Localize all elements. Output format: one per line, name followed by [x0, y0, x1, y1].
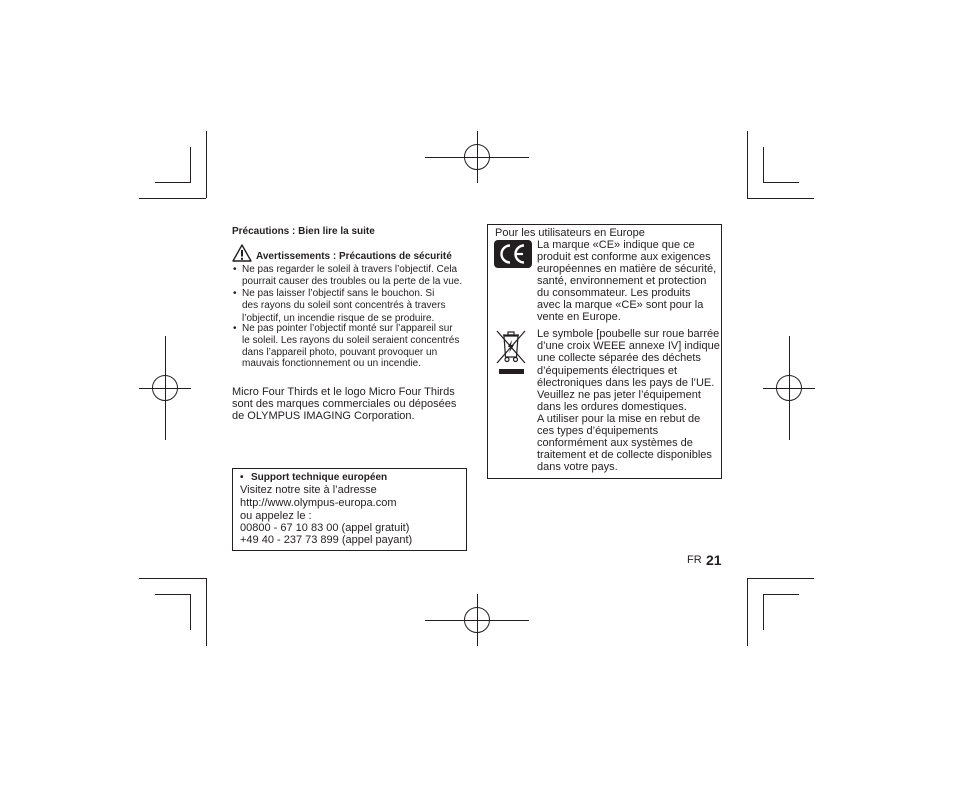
list-item-line: mauvais fonctionnement ou un incendie. [242, 358, 422, 369]
support-line: Visitez notre site à l’adresse [240, 484, 377, 496]
list-item-line: Ne pas laisser l’objectif sans le bouchon. Si [242, 288, 435, 299]
support-line: ou appelez le : [240, 510, 312, 522]
list-item-line: l’objectif, un incendie risque de se produire. [242, 312, 435, 324]
list-item-line: des rayons du soleil sont concentrés à travers [242, 300, 446, 311]
weee-line: dans les ordures domestiques. [537, 401, 687, 413]
crop-mark [763, 147, 764, 183]
list-item-line: Ne pas regarder le soleil à travers l’objectif. Cela [242, 264, 458, 275]
crop-mark [190, 147, 191, 183]
weee-line: une collecte séparée des déchets [537, 352, 701, 364]
registration-circle [776, 375, 802, 401]
ce-line: avec la marque «CE» sont pour la [537, 299, 704, 311]
registration-circle [152, 375, 178, 401]
crop-mark [155, 182, 191, 183]
crossed-wheelie-bin-icon [494, 328, 528, 376]
crop-mark [155, 594, 191, 595]
list-item-line: pourrait causer des troubles ou la perte de la vue. [242, 276, 463, 287]
crop-mark [139, 198, 206, 199]
ce-line: européennes en matière de sécurité, [537, 263, 717, 275]
support-url[interactable]: http://www.olympus-europa.com [240, 497, 397, 509]
ce-line: du consommateur. Les produits [537, 287, 691, 299]
trademark-line: Micro Four Thirds et le logo Micro Four Thirds [232, 386, 455, 398]
list-item-line: le soleil. Les rayons du soleil seraient concentrés [242, 335, 460, 346]
ce-line: La marque «CE» indique que ce [537, 239, 695, 251]
section-heading: Précautions : Bien lire la suite [232, 226, 375, 237]
weee-line: électroniques dans les pays de l’UE. [537, 377, 715, 389]
crop-mark [763, 594, 764, 630]
warning-title: Avertissements : Précautions de sécurité [256, 251, 452, 262]
weee-line: dans votre pays. [537, 461, 618, 473]
support-phone-paid: +49 40 - 237 73 899 (appel payant) [240, 534, 413, 546]
trademark-line: de OLYMPUS IMAGING Corporation. [232, 410, 415, 422]
europe-title: Pour les utilisateurs en Europe [495, 227, 645, 239]
support-title: Support technique européen [251, 472, 388, 483]
crop-mark [206, 578, 207, 646]
weee-line: ces types d’équipements [537, 425, 659, 437]
crop-mark [747, 578, 748, 646]
bullet-dot: • [233, 288, 237, 299]
weee-line: d’équipements électriques et [537, 365, 678, 377]
registration-circle [464, 607, 490, 633]
warning-triangle-icon [232, 244, 252, 262]
weee-line: A utiliser pour la mise en rebut de [537, 413, 701, 425]
crop-mark [747, 131, 748, 198]
page-number: 21 [706, 552, 722, 568]
weee-line: traitement et de collecte disponibles [537, 449, 712, 461]
ce-line: vente en Europe. [537, 311, 621, 323]
weee-line: Le symbole [poubelle sur roue barrée [537, 328, 720, 340]
crop-mark [206, 131, 207, 198]
ce-mark-icon [494, 240, 532, 268]
trademark-line: sont des marques commerciales ou déposées [232, 398, 457, 410]
ce-line: santé, environnement et protection [537, 275, 707, 287]
ce-line: produit est conforme aux exigences [537, 251, 711, 263]
bullet-dot: • [233, 323, 237, 334]
weee-line: d’une croix WEEE annexe IV] indique [537, 340, 720, 352]
crop-mark [747, 198, 814, 199]
crop-mark [763, 594, 799, 595]
crop-mark [747, 578, 814, 579]
weee-line: conformément aux systèmes de [537, 437, 693, 449]
list-item-line: Ne pas pointer l’objectif monté sur l’appareil sur [242, 323, 453, 334]
support-phone-free: 00800 - 67 10 83 00 (appel gratuit) [240, 522, 410, 534]
bullet-dot: • [233, 264, 237, 275]
crop-mark [190, 594, 191, 630]
registration-circle [464, 144, 490, 170]
bullet-dot: • [240, 472, 244, 483]
language-code: FR [687, 554, 702, 566]
crop-mark [763, 182, 799, 183]
weee-line: Veuillez ne pas jeter l’équipement [537, 389, 701, 401]
list-item-line: dans l’appareil photo, pouvant provoquer un [242, 347, 438, 358]
crop-mark [139, 578, 206, 579]
